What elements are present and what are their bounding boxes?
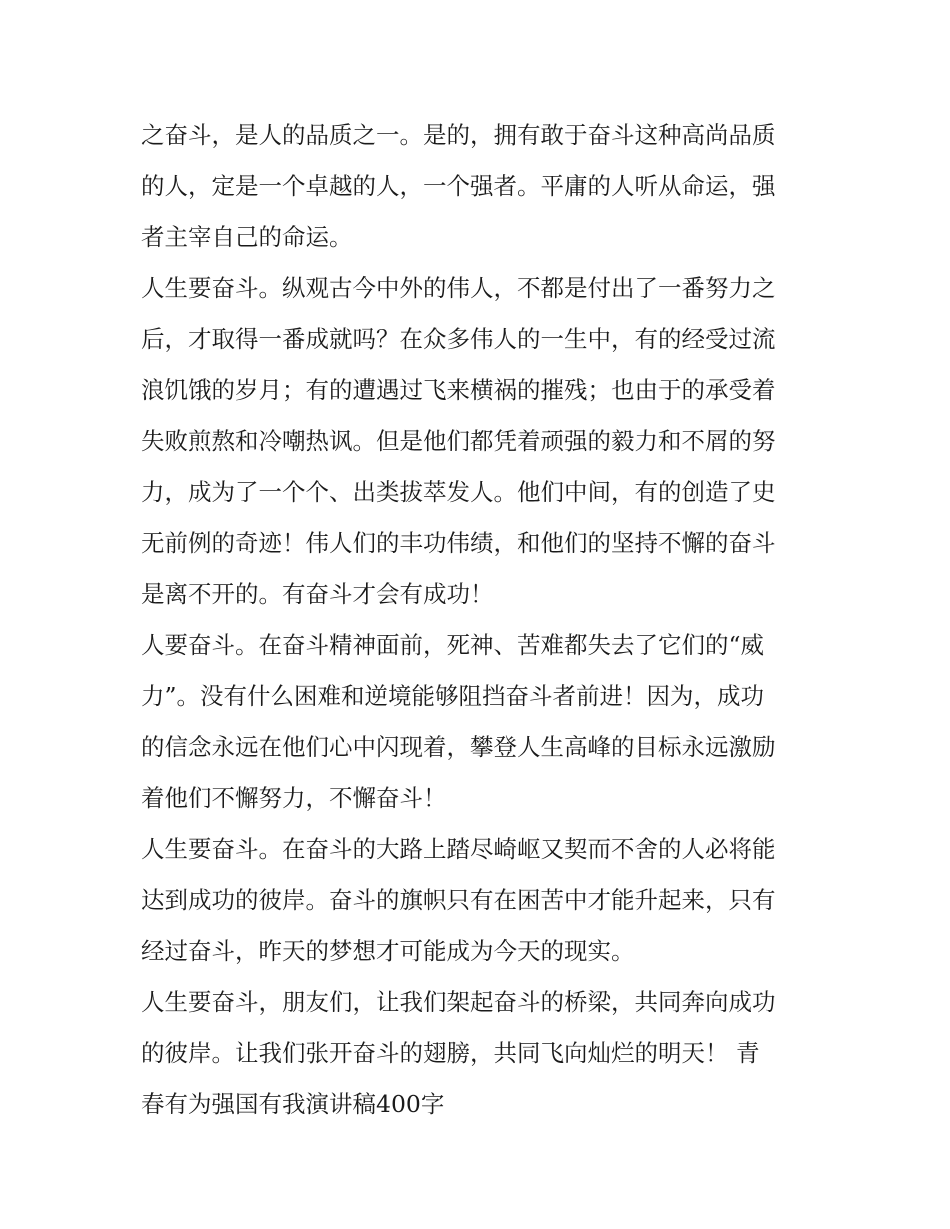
text-line: 之奋斗，是人的品质之一。是的，拥有敢于奋斗这种高尚品质	[141, 121, 776, 149]
text-line: 的信念永远在他们心中闪现着，攀登人生高峰的目标永远激励	[141, 733, 776, 761]
text-line: 着他们不懈努力，不懈奋斗！	[141, 784, 447, 812]
text-line: 浪饥饿的岁月；有的遭遇过飞来横祸的摧残；也由于的承受着	[141, 376, 776, 404]
text-line: 达到成功的彼岸。奋斗的旗帜只有在困苦中才能升起来，只有	[141, 886, 776, 914]
text-line: 的人，定是一个卓越的人，一个强者。平庸的人听从命运，强	[141, 172, 776, 200]
text-line: 的彼岸。让我们张开奋斗的翅膀，共同飞向灿烂的明天！ 青	[141, 1039, 760, 1067]
text-line: 力，成为了一个个、出类拔萃发人。他们中间，有的创造了史	[141, 478, 776, 506]
text-line: 是离不开的。有奋斗才会有成功！	[141, 580, 494, 608]
text-line: 经过奋斗，昨天的梦想才可能成为今天的现实。	[141, 937, 635, 965]
text-line: 春有为强国有我演讲稿400字	[141, 1090, 445, 1118]
body-text	[141, 110, 813, 1130]
text-line: 失败煎熬和冷嘲热讽。但是他们都凭着顽强的毅力和不屑的努	[141, 427, 776, 455]
text-line: 人生要奋斗，朋友们，让我们架起奋斗的桥梁，共同奔向成功	[141, 988, 776, 1016]
text-line: 无前例的奇迹！伟人们的丰功伟绩，和他们的坚持不懈的奋斗	[141, 529, 776, 557]
text-line: 人生要奋斗。在奋斗的大路上踏尽崎岖又契而不舍的人必将能	[141, 835, 776, 863]
text-line: 人要奋斗。在奋斗精神面前，死神、苦难都失去了它们的“威	[141, 631, 765, 659]
text-line: 后，才取得一番成就吗？在众多伟人的一生中，有的经受过流	[141, 325, 776, 353]
text-line: 人生要奋斗。纵观古今中外的伟人，不都是付出了一番努力之	[141, 274, 776, 302]
text-line: 者主宰自己的命运。	[141, 223, 353, 251]
text-line: 力”。没有什么困难和逆境能够阻挡奋斗者前进！因为，成功	[141, 682, 765, 710]
